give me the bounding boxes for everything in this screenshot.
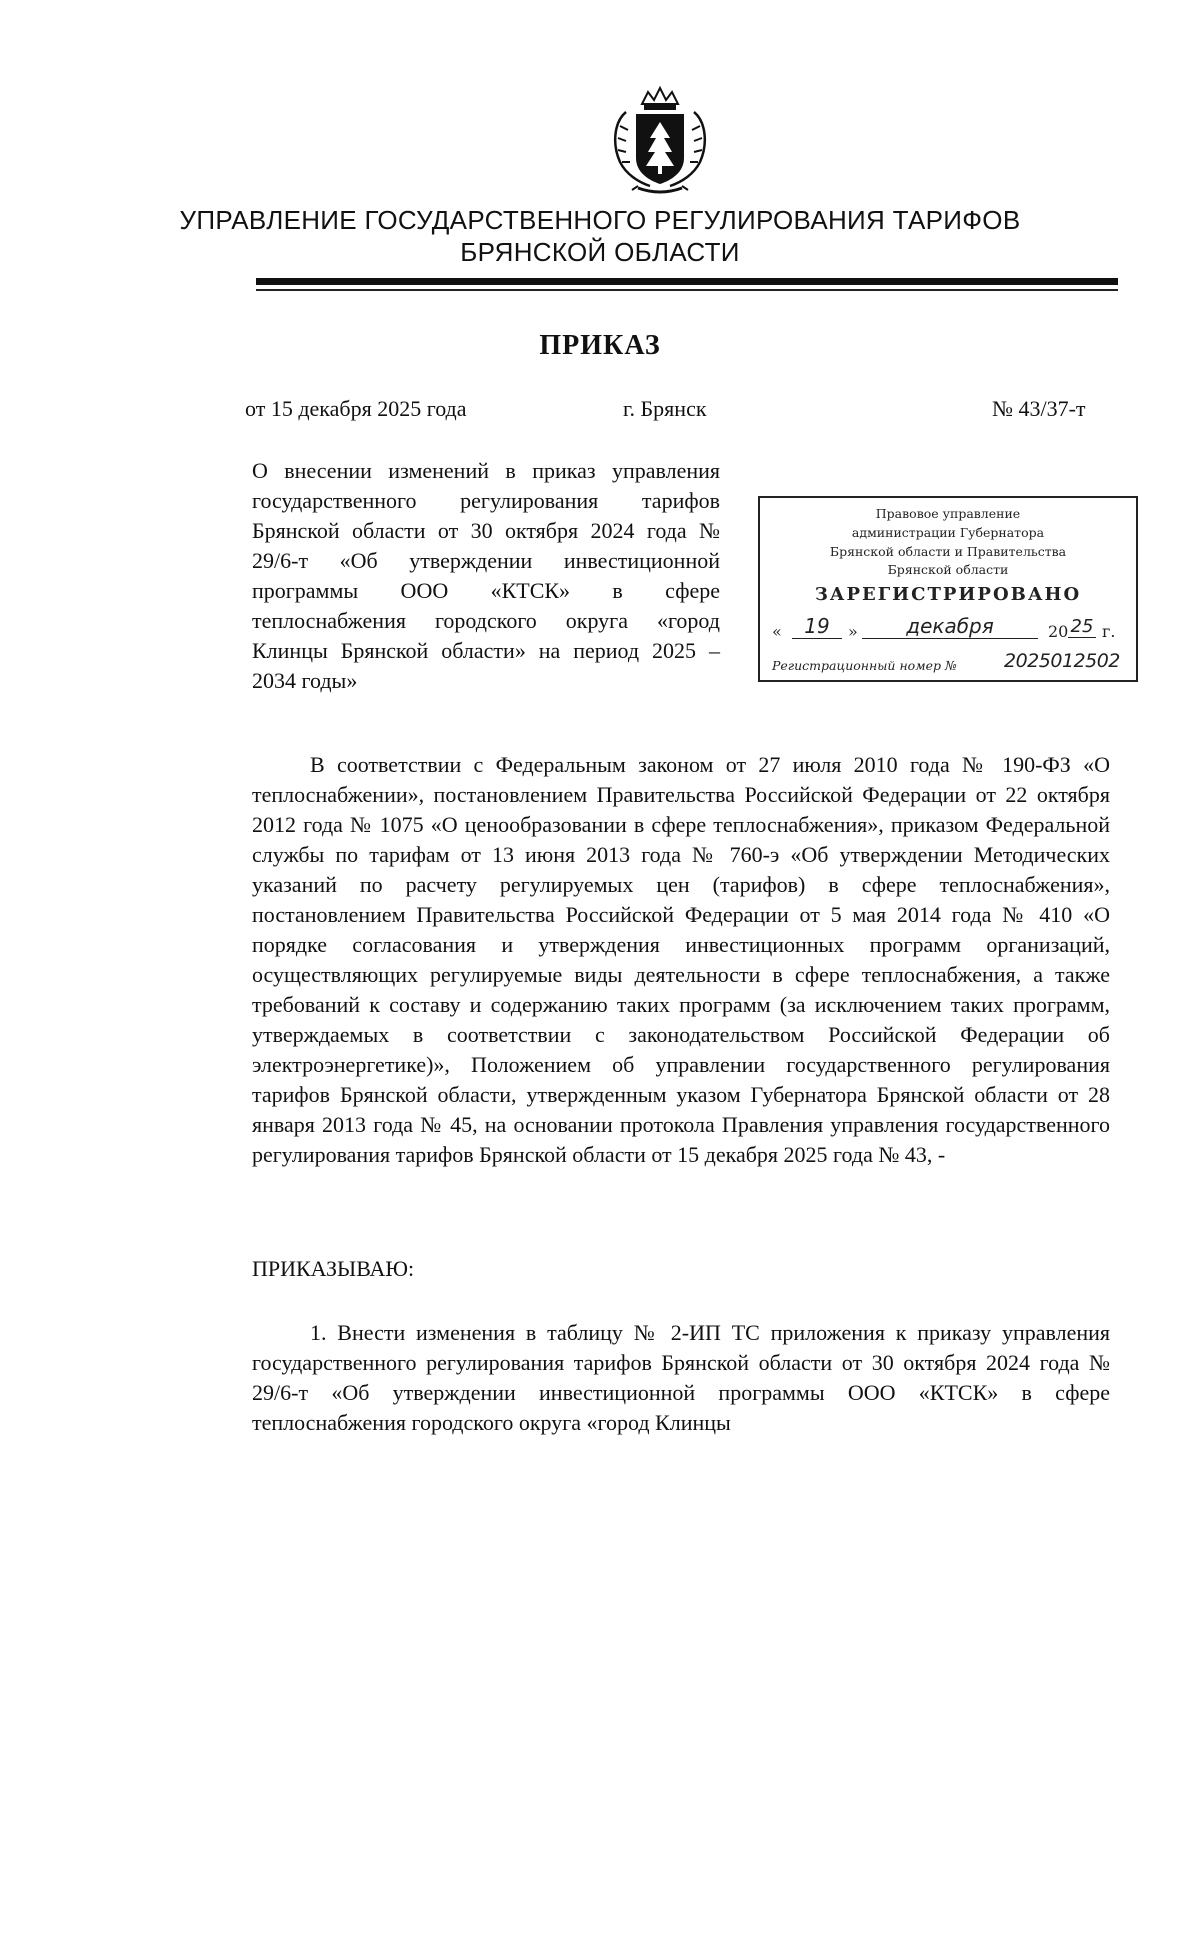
coat-of-arms-icon [608, 82, 712, 198]
document-city: г. Брянск [623, 396, 707, 421]
stamp-line: администрации Губернатора [851, 525, 1045, 540]
header-divider-thin [256, 289, 1118, 291]
stamp-line: Брянской области и Правительства [829, 544, 1067, 559]
stamp-line: Брянской области [887, 562, 1009, 577]
document-date: от 15 декабря 2025 года [245, 396, 467, 421]
organization-region: БРЯНСКОЙ ОБЛАСТИ [460, 237, 740, 267]
order-command: ПРИКАЗЫВАЮ: [252, 1256, 415, 1281]
stamp-line: Правовое управление [875, 506, 1021, 521]
organization-name: УПРАВЛЕНИЕ ГОСУДАРСТВЕННОГО РЕГУЛИРОВАНИЯ ТАРИФОВ [179, 205, 1021, 235]
stamp-month: декабря [862, 614, 1038, 639]
stamp-reg-label: Регистрационный номер № [772, 658, 957, 673]
document-number: № 43/37-т [992, 396, 1086, 421]
stamp-registered-label: ЗАРЕГИСТРИРОВАНО [814, 584, 1082, 605]
stamp-quote-open: « [772, 622, 782, 641]
preamble-paragraph: В соответствии с Федеральным законом от 27 июля 2010 года № 190-ФЗ «О теплоснабжении», постановлением Правительства Российской Федерации от 22 октября 2012 года № 1075 «О ценообразовании в сфере теплоснабжения», приказом Федеральной службы по тарифам от 13 июня 2013 года № 760-э «Об утверждении Методических указаний по расчету регулируемых цен (тарифов) в сфере теплоснабжения», постановлением Правительства Российской Федерации от 5 мая 2014 года № 410 «О порядке согласования и утверждения инвестиционных программ организаций, осуществляющих регулируемые виды деятельности в сфере теплоснабжения, а также требований к составу и содержанию таких программ (за исключением таких программ, утверждаемых в соответствии с законодательством Российской Федерации об электроэнергетике)», Положением об управлении государственного регулирования тарифов Брянской области, утвержденным указом Губернатора Брянской области от 28 января 2013 года № 45, на основании протокола Правления управления государственного регулирования тарифов Брянской области от 15 декабря 2025 года № 43, - [252, 752, 1110, 1167]
stamp-reg-number: 2025012502 [1004, 650, 1120, 672]
stamp-year-suffix: 25 [1068, 616, 1096, 638]
document-subject: О внесении изменений в приказ управления государственного регулирования тарифов Брянской области от 30 октября 2024 года № 29/6-т «Об утверждении инвестиционной программы ООО «КТСК» в сфере теплоснабжения городского округа «город Клинцы Брянской области» на период 2025 – 2034 годы» [252, 458, 720, 693]
order-item-1: 1. Внести изменения в таблицу № 2-ИП ТС приложения к приказу управления государственного регулирования тарифов Брянской области от 30 октября 2024 года № 29/6-т «Об утверждении инвестиционной программы ООО «КТСК» в сфере теплоснабжения городского округа «город Клинцы [252, 1320, 1110, 1435]
stamp-year-unit: г. [1102, 622, 1116, 641]
registration-stamp [758, 496, 1138, 682]
document-title: ПРИКАЗ [539, 330, 661, 361]
stamp-day: 19 [792, 614, 842, 639]
stamp-year-prefix: 20 [1048, 622, 1069, 641]
header-divider [256, 278, 1118, 285]
stamp-quote-close: » [848, 622, 858, 641]
